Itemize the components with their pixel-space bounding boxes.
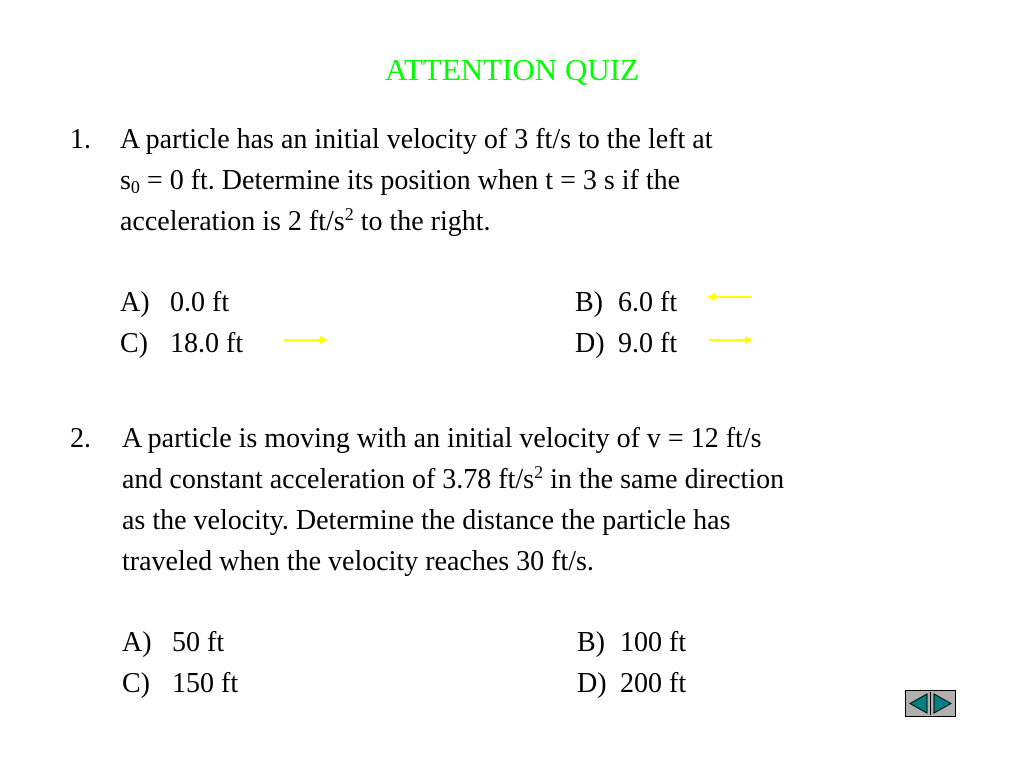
choice-value: 6.0 ft <box>618 287 678 318</box>
choice-value: 50 ft <box>172 627 225 658</box>
choice-letter: A) <box>120 287 150 318</box>
question-number: 1. <box>70 124 91 155</box>
choice-letter: D) <box>577 668 607 699</box>
arrow-left-icon <box>707 290 753 304</box>
question-text-line: acceleration is 2 $ft/s^2$ to the right. <box>120 204 491 237</box>
choice-value: 0.0 ft <box>170 287 230 318</box>
choice-2d[interactable] <box>577 663 686 704</box>
choice-value: 18.0 ft <box>170 328 244 359</box>
choice-1a[interactable] <box>120 282 229 323</box>
choice-letter: C) <box>120 328 148 359</box>
choice-letter: B) <box>577 627 605 658</box>
arrow-right-icon <box>707 333 753 347</box>
choice-1b[interactable] <box>575 282 677 323</box>
choice-letter: D) <box>575 328 605 359</box>
choice-2a[interactable] <box>122 622 224 663</box>
choice-letter: C) <box>122 668 150 699</box>
page-title: ATTENTION QUIZ <box>385 52 639 87</box>
choice-2c[interactable] <box>122 663 238 704</box>
nav-forward-icon[interactable] <box>931 692 954 715</box>
question-text-line: A particle has an initial velocity of 3 ft/s to the left at <box>120 124 713 155</box>
question-text-line: as the velocity. Determine the distance the particle has <box>122 505 731 536</box>
choice-1c[interactable] <box>120 323 243 364</box>
choice-1d[interactable] <box>575 323 677 364</box>
arrow-right-icon <box>282 333 328 347</box>
choice-value: 200 ft <box>620 668 687 699</box>
slide-navigation <box>905 690 956 717</box>
choice-value: 100 ft <box>620 627 687 658</box>
choice-value: 150 ft <box>172 668 239 699</box>
nav-back-icon[interactable] <box>907 692 930 715</box>
choice-letter: B) <box>575 287 603 318</box>
question-text-line: A particle is moving with an initial velocity of v = 12 ft/s <box>122 423 762 454</box>
question-text-line: and constant acceleration of 3.78 $ft/s^2$ in the same direction <box>122 462 785 495</box>
choice-letter: A) <box>122 627 152 658</box>
question-number: 2. <box>70 423 91 454</box>
question-text-line: $s_0 = 0$ ft. Determine its position when t = 3 s if the <box>120 165 681 197</box>
question-text-line: traveled when the velocity reaches 30 ft/s. <box>122 546 594 577</box>
choice-value: 9.0 ft <box>618 328 678 359</box>
choice-2b[interactable] <box>577 622 686 663</box>
